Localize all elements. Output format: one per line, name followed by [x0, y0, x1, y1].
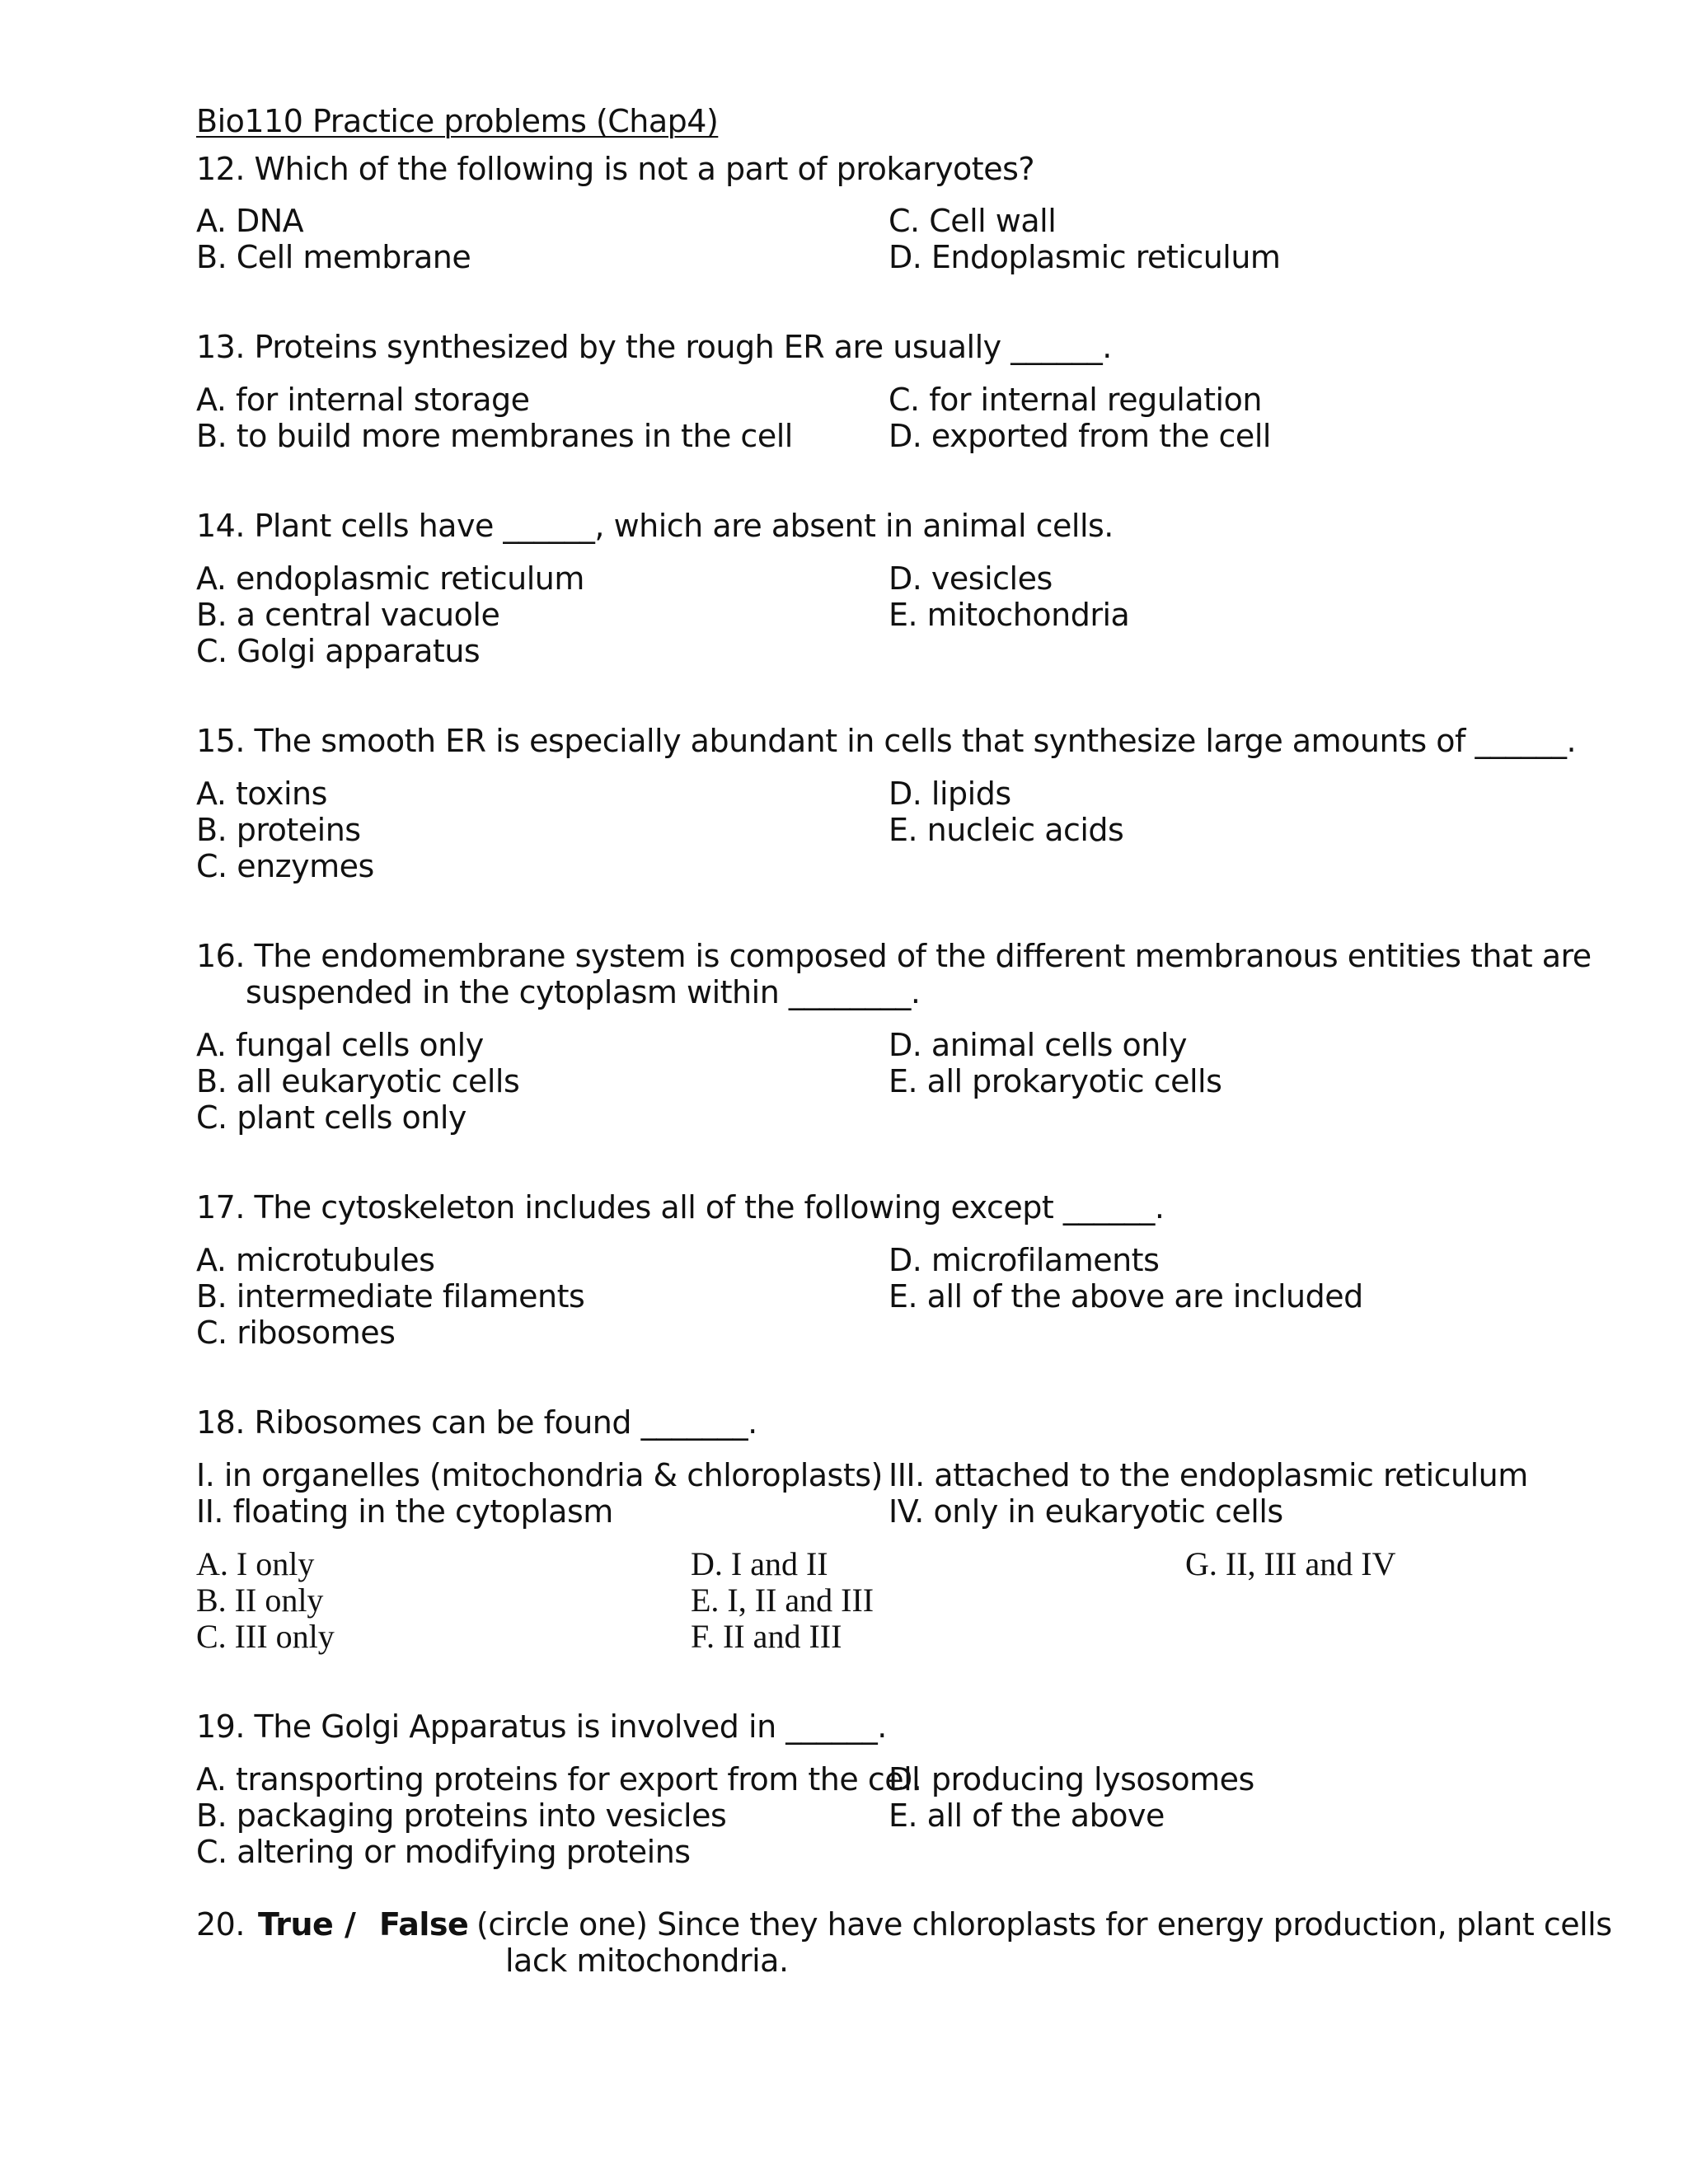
- question-19-stem: 19. The Golgi Apparatus is involved in ______.: [196, 1708, 887, 1745]
- question-17-choice-a: A. microtubules: [196, 1242, 435, 1278]
- question-16-stem-line2: suspended in the cytoplasm within ________.: [246, 974, 921, 1010]
- question-14-choice-a: A. endoplasmic reticulum: [196, 560, 584, 597]
- question-17-choice-b: B. intermediate filaments: [196, 1278, 585, 1315]
- question-18-choice-a: A. I only: [196, 1545, 315, 1582]
- question-12-choice-c: C. Cell wall: [889, 203, 1057, 239]
- question-18-choice-f: F. II and III: [691, 1618, 842, 1655]
- question-15-choice-b: B. proteins: [196, 812, 361, 848]
- question-18-choice-b: B. II only: [196, 1582, 324, 1619]
- question-18-statement-4: IV. only in eukaryotic cells: [889, 1493, 1283, 1530]
- question-14-choice-e: E. mitochondria: [889, 597, 1130, 633]
- question-18-choice-e: E. I, II and III: [691, 1582, 874, 1619]
- question-20-number: 20.: [196, 1906, 245, 1943]
- question-12-stem: 12. Which of the following is not a part of prokaryotes?: [196, 151, 1035, 187]
- question-13-choice-b: B. to build more membranes in the cell: [196, 418, 793, 454]
- question-18-statement-1: I. in organelles (mitochondria & chloroplasts): [196, 1457, 883, 1493]
- page-title: Bio110 Practice problems (Chap4): [196, 103, 719, 139]
- question-18-choice-d: D. I and II: [691, 1545, 828, 1582]
- question-14-choice-d: D. vesicles: [889, 560, 1053, 597]
- question-16-choice-d: D. animal cells only: [889, 1027, 1187, 1063]
- question-15-choice-e: E. nucleic acids: [889, 812, 1124, 848]
- question-15-choice-d: D. lipids: [889, 776, 1011, 812]
- question-16-choice-a: A. fungal cells only: [196, 1027, 484, 1063]
- question-17-choice-d: D. microfilaments: [889, 1242, 1160, 1278]
- question-17-choice-e: E. all of the above are included: [889, 1278, 1363, 1315]
- question-13-choice-a: A. for internal storage: [196, 382, 530, 418]
- question-12-choice-a: A. DNA: [196, 203, 304, 239]
- question-16-choice-e: E. all prokaryotic cells: [889, 1063, 1222, 1099]
- question-15-stem: 15. The smooth ER is especially abundant in cells that synthesize large amounts of ______.: [196, 723, 1577, 759]
- question-19-choice-c: C. altering or modifying proteins: [196, 1834, 691, 1870]
- question-13-choice-d: D. exported from the cell: [889, 418, 1271, 454]
- question-19-choice-e: E. all of the above: [889, 1797, 1165, 1834]
- question-16-choice-c: C. plant cells only: [196, 1099, 467, 1136]
- question-14-choice-c: C. Golgi apparatus: [196, 633, 481, 669]
- question-20-text-line1: (circle one) Since they have chloroplasts for energy production, plant cells: [476, 1906, 1612, 1943]
- question-20-text-line2: lack mitochondria.: [505, 1943, 789, 1979]
- question-17-choice-c: C. ribosomes: [196, 1315, 396, 1351]
- question-12-choice-d: D. Endoplasmic reticulum: [889, 239, 1281, 275]
- question-20-true-option[interactable]: True: [258, 1906, 334, 1943]
- question-18-statement-3: III. attached to the endoplasmic reticulum: [889, 1457, 1528, 1493]
- question-18-statement-2: II. floating in the cytoplasm: [196, 1493, 613, 1530]
- question-18-stem: 18. Ribosomes can be found _______.: [196, 1404, 757, 1441]
- question-15-choice-a: A. toxins: [196, 776, 327, 812]
- question-19-choice-d: D. producing lysosomes: [889, 1761, 1254, 1797]
- question-18-choice-c: C. III only: [196, 1618, 335, 1655]
- question-16-stem-line1: 16. The endomembrane system is composed of the different membranous entities that are: [196, 938, 1592, 974]
- question-17-stem: 17. The cytoskeleton includes all of the following except ______.: [196, 1189, 1165, 1226]
- question-14-choice-b: B. a central vacuole: [196, 597, 500, 633]
- question-20-separator: /: [345, 1906, 356, 1943]
- question-13-stem: 13. Proteins synthesized by the rough ER are usually ______.: [196, 329, 1112, 365]
- question-13-choice-c: C. for internal regulation: [889, 382, 1262, 418]
- question-15-choice-c: C. enzymes: [196, 848, 374, 884]
- question-16-choice-b: B. all eukaryotic cells: [196, 1063, 520, 1099]
- question-20-false-option[interactable]: False: [379, 1906, 469, 1943]
- question-12-choice-b: B. Cell membrane: [196, 239, 471, 275]
- question-14-stem: 14. Plant cells have ______, which are absent in animal cells.: [196, 508, 1114, 544]
- question-19-choice-b: B. packaging proteins into vesicles: [196, 1797, 727, 1834]
- question-19-choice-a: A. transporting proteins for export from the cell: [196, 1761, 921, 1797]
- question-18-choice-g: G. II, III and IV: [1185, 1545, 1396, 1582]
